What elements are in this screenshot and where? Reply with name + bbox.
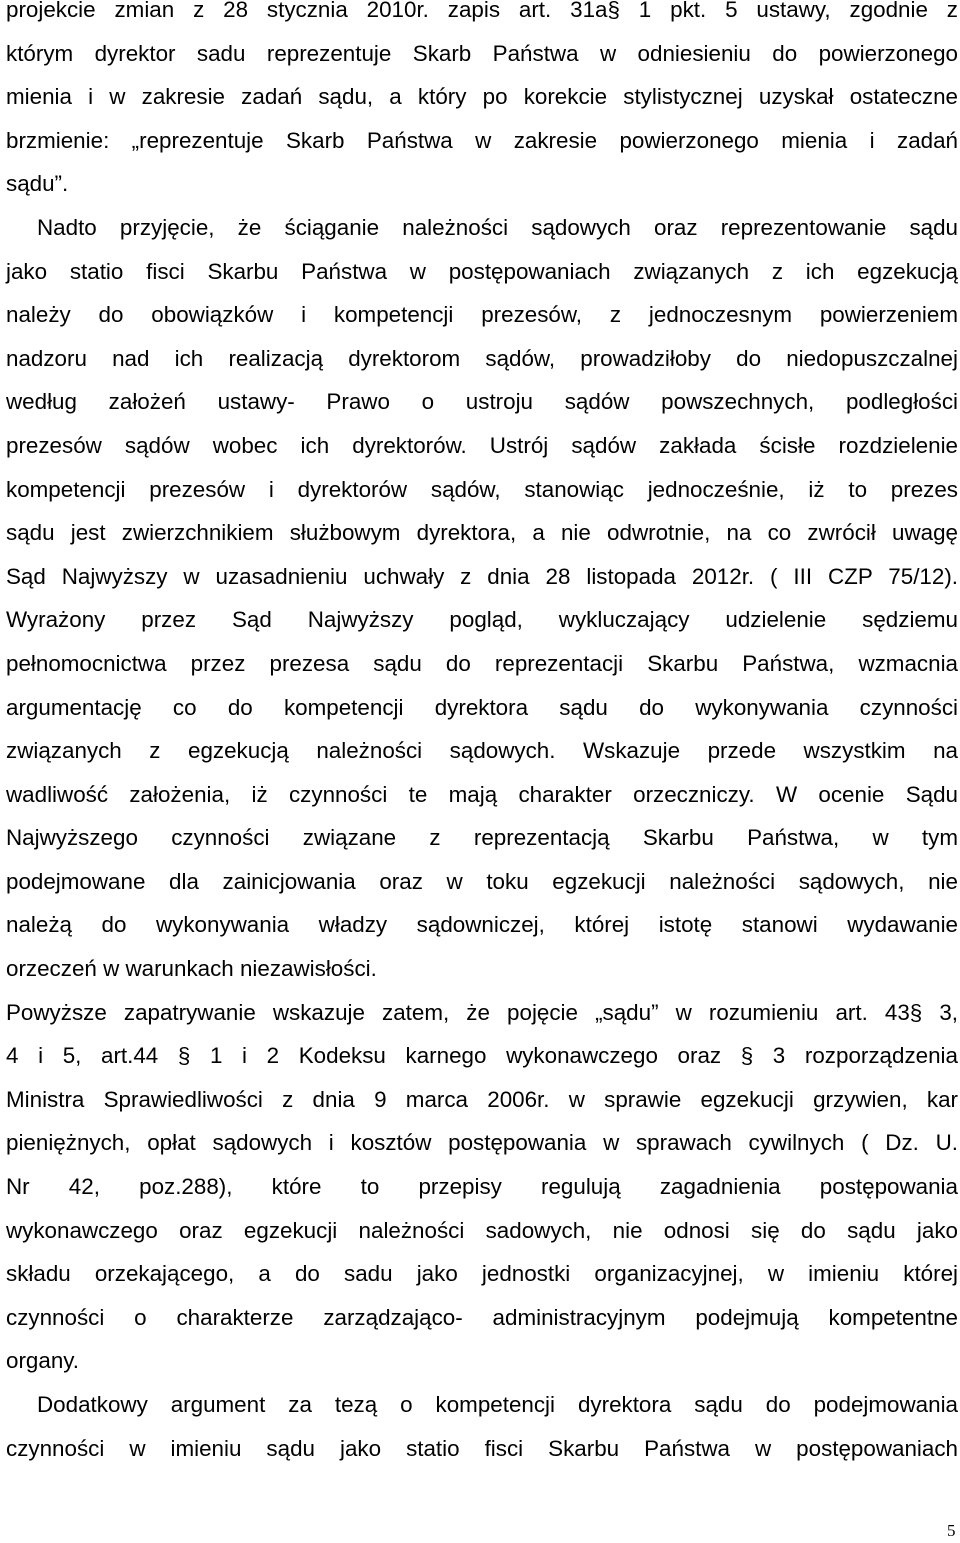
paragraph-start-line: Dodatkowy argument za tezą o kompetencji dyrektora sądu do podejmowania bbox=[37, 1392, 958, 1417]
text-line: Najwyższego czynności związane z reprezentacją Skarbu Państwa, w tym bbox=[6, 825, 958, 851]
text-line: należy do obowiązków i kompetencji prezesów, z jednoczesnym powierzeniem bbox=[6, 302, 958, 328]
text-line: orzeczeń w warunkach niezawisłości. bbox=[6, 956, 377, 982]
text-line: brzmienie: „reprezentuje Skarb Państwa w zakresie powierzonego mienia i zadań bbox=[6, 127, 958, 153]
text-line: którym dyrektor sadu reprezentuje Skarb Państwa w odniesieniu do powierzonego bbox=[6, 40, 958, 66]
page-number: 5 bbox=[947, 1521, 956, 1540]
text-line: sądu jest zwierzchnikiem służbowym dyrektora, a nie odwrotnie, na co zwrócił uwagę bbox=[6, 520, 958, 546]
text-line: związanych z egzekucją należności sądowych. Wskazuje przede wszystkim na bbox=[6, 738, 958, 764]
text-line: 4 i 5, art.44 § 1 i 2 Kodeksu karnego wykonawczego oraz § 3 rozporządzenia bbox=[6, 1043, 958, 1069]
paragraph-start-line: Powyższe zapatrywanie wskazuje zatem, że pojęcie „sądu” w rozumieniu art. 43§ 3, bbox=[6, 999, 958, 1025]
text-line: Sąd Najwyższy w uzasadnieniu uchwały z dnia 28 listopada 2012r. ( III CZP 75/12). bbox=[6, 563, 958, 589]
text-line: pełnomocnictwa przez prezesa sądu do reprezentacji Skarbu Państwa, wzmacnia bbox=[6, 650, 958, 676]
text-line: według założeń ustawy- Prawo o ustroju sądów powszechnych, podległości bbox=[6, 389, 958, 415]
text-line: sądu”. bbox=[6, 171, 69, 197]
text-line: wykonawczego oraz egzekucji należności sadowych, nie odnosi się do sądu jako bbox=[6, 1217, 958, 1243]
text-line: prezesów sądów wobec ich dyrektorów. Ustrój sądów zakłada ścisłe rozdzielenie bbox=[6, 432, 958, 458]
document-body bbox=[6, 0, 958, 1470]
text-line: wadliwość założenia, iż czynności te mają charakter orzeczniczy. W ocenie Sądu bbox=[6, 781, 958, 807]
text-line: organy. bbox=[6, 1348, 80, 1374]
text-line: Wyrażony przez Sąd Najwyższy pogląd, wykluczający udzielenie sędziemu bbox=[6, 607, 958, 633]
text-line: należą do wykonywania władzy sądowniczej, której istotę stanowi wydawanie bbox=[6, 912, 958, 938]
text-line: Ministra Sprawiedliwości z dnia 9 marca 2006r. w sprawie egzekucji grzywien, kar bbox=[6, 1086, 958, 1112]
text-line: nadzoru nad ich realizacją dyrektorom sądów, prowadziłoby do niedopuszczalnej bbox=[6, 345, 958, 371]
text-line: podejmowane dla zainicjowania oraz w toku egzekucji należności sądowych, nie bbox=[6, 868, 958, 894]
text-line: jako statio fisci Skarbu Państwa w postępowaniach związanych z ich egzekucją bbox=[6, 258, 958, 284]
text-line: czynności w imieniu sądu jako statio fisci Skarbu Państwa w postępowaniach bbox=[6, 1435, 958, 1461]
text-line: mienia i w zakresie zadań sądu, a który po korekcie stylistycznej uzyskał ostateczne bbox=[6, 84, 958, 110]
text-line: projekcie zmian z 28 stycznia 2010r. zapis art. 31a§ 1 pkt. 5 ustawy, zgodnie z bbox=[6, 0, 958, 22]
text-line: Nr 42, poz.288), które to przepisy regulują zagadnienia postępowania bbox=[6, 1174, 958, 1200]
text-line: kompetencji prezesów i dyrektorów sądów, stanowiąc jednocześnie, iż to prezes bbox=[6, 476, 958, 502]
text-line: pieniężnych, opłat sądowych i kosztów postępowania w sprawach cywilnych ( Dz. U. bbox=[6, 1130, 958, 1156]
text-line: czynności o charakterze zarządzająco- administracyjnym podejmują kompetentne bbox=[6, 1304, 958, 1330]
text-line: składu orzekającego, a do sadu jako jednostki organizacyjnej, w imieniu której bbox=[6, 1261, 958, 1287]
paragraph-start-line: Nadto przyjęcie, że ściąganie należności sądowych oraz reprezentowanie sądu bbox=[37, 214, 958, 240]
text-line: argumentację co do kompetencji dyrektora sądu do wykonywania czynności bbox=[6, 694, 958, 720]
